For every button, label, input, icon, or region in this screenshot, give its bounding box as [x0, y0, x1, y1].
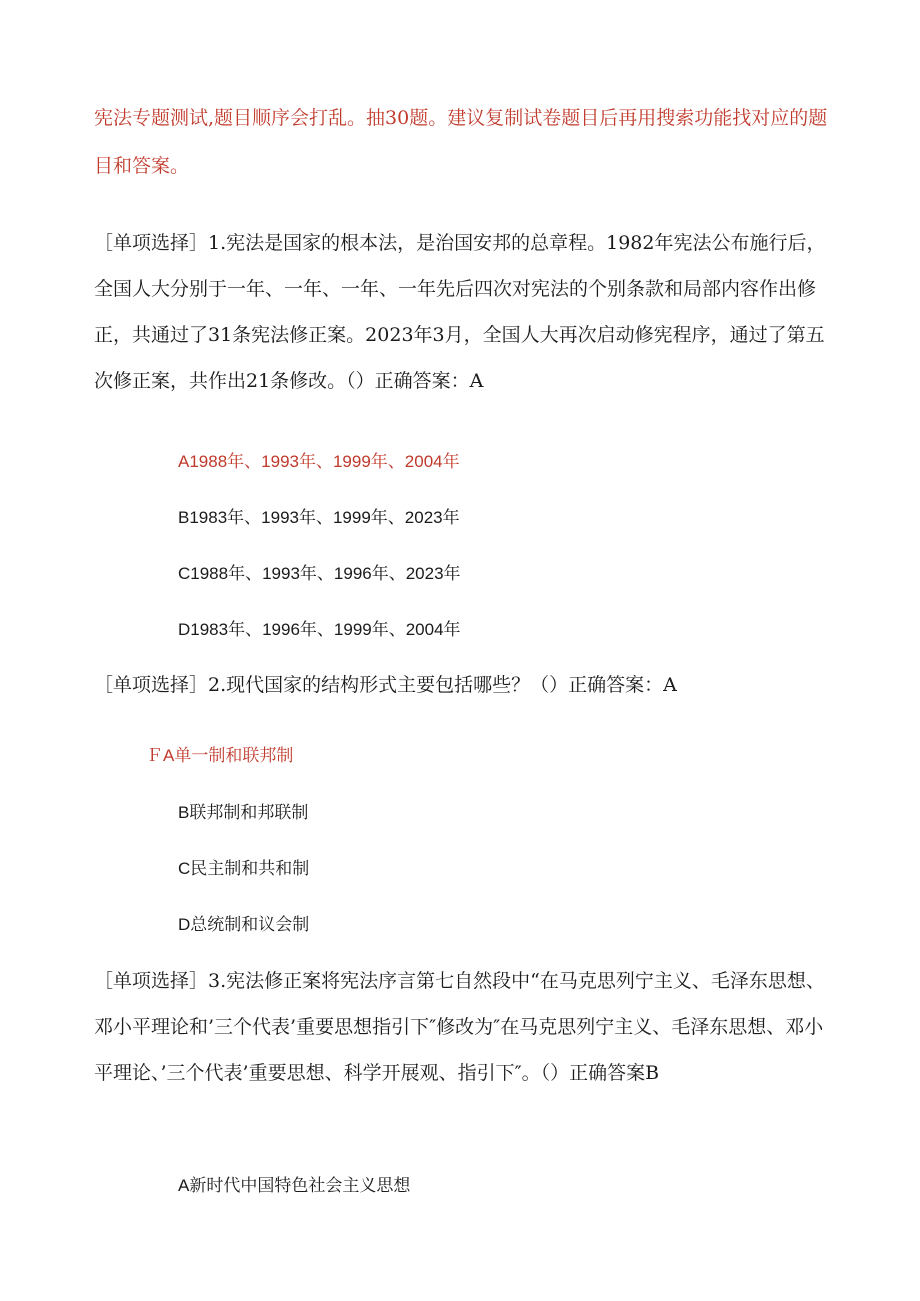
question-1-text: ［单项选择］1.宪法是国家的根本法，是治国安邦的总章程。1982年宪法公布施行后，全国人大分别于一年、一年、一年、一年先后四次对宪法的个别条款和局部内容作出修正，共通过了31条宪法修正案。2023年3月，全国人大再次启动修宪程序，通过了第五次修正案，共作出21条修改。（）正确答案：A	[94, 232, 826, 392]
question-1-option-a: A1988年、1993年、1999年、2004年	[178, 452, 460, 471]
question-1-option-c: C1988年、1993年、1996年、2023年	[178, 564, 461, 583]
intro-note: 宪法专题测试,题目顺序会打乱。抽30题。建议复制试卷题目后再用搜索功能找对应的题目和答案。	[94, 107, 828, 177]
question-3-text: ［单项选择］3.宪法修正案将宪法序言第七自然段中“在马克思列宁主义、毛泽东思想、邓小平理论和’三个代表’重要思想指引下″修改为″在马克思列宁主义、毛泽东思想、邓小平理论、’三个代表’重要思想、科学开展观、指引下″。（）正确答案B	[94, 970, 825, 1084]
question-2-option-b: B联邦制和邦联制	[178, 803, 309, 822]
question-2-text: ［单项选择］2.现代国家的结构形式主要包括哪些？（）正确答案：A	[94, 674, 677, 696]
question-1-option-b: B1983年、1993年、1999年、2023年	[178, 508, 460, 527]
question-2-option-a: ＦA单一制和联邦制	[146, 746, 294, 765]
question-1-option-d: D1983年、1996年、1999年、2004年	[178, 620, 461, 639]
question-2-option-c: C民主制和共和制	[178, 859, 310, 878]
question-2-option-d: D总统制和议会制	[178, 915, 310, 934]
question-3-option-a: A新时代中国特色社会主义思想	[178, 1176, 411, 1195]
